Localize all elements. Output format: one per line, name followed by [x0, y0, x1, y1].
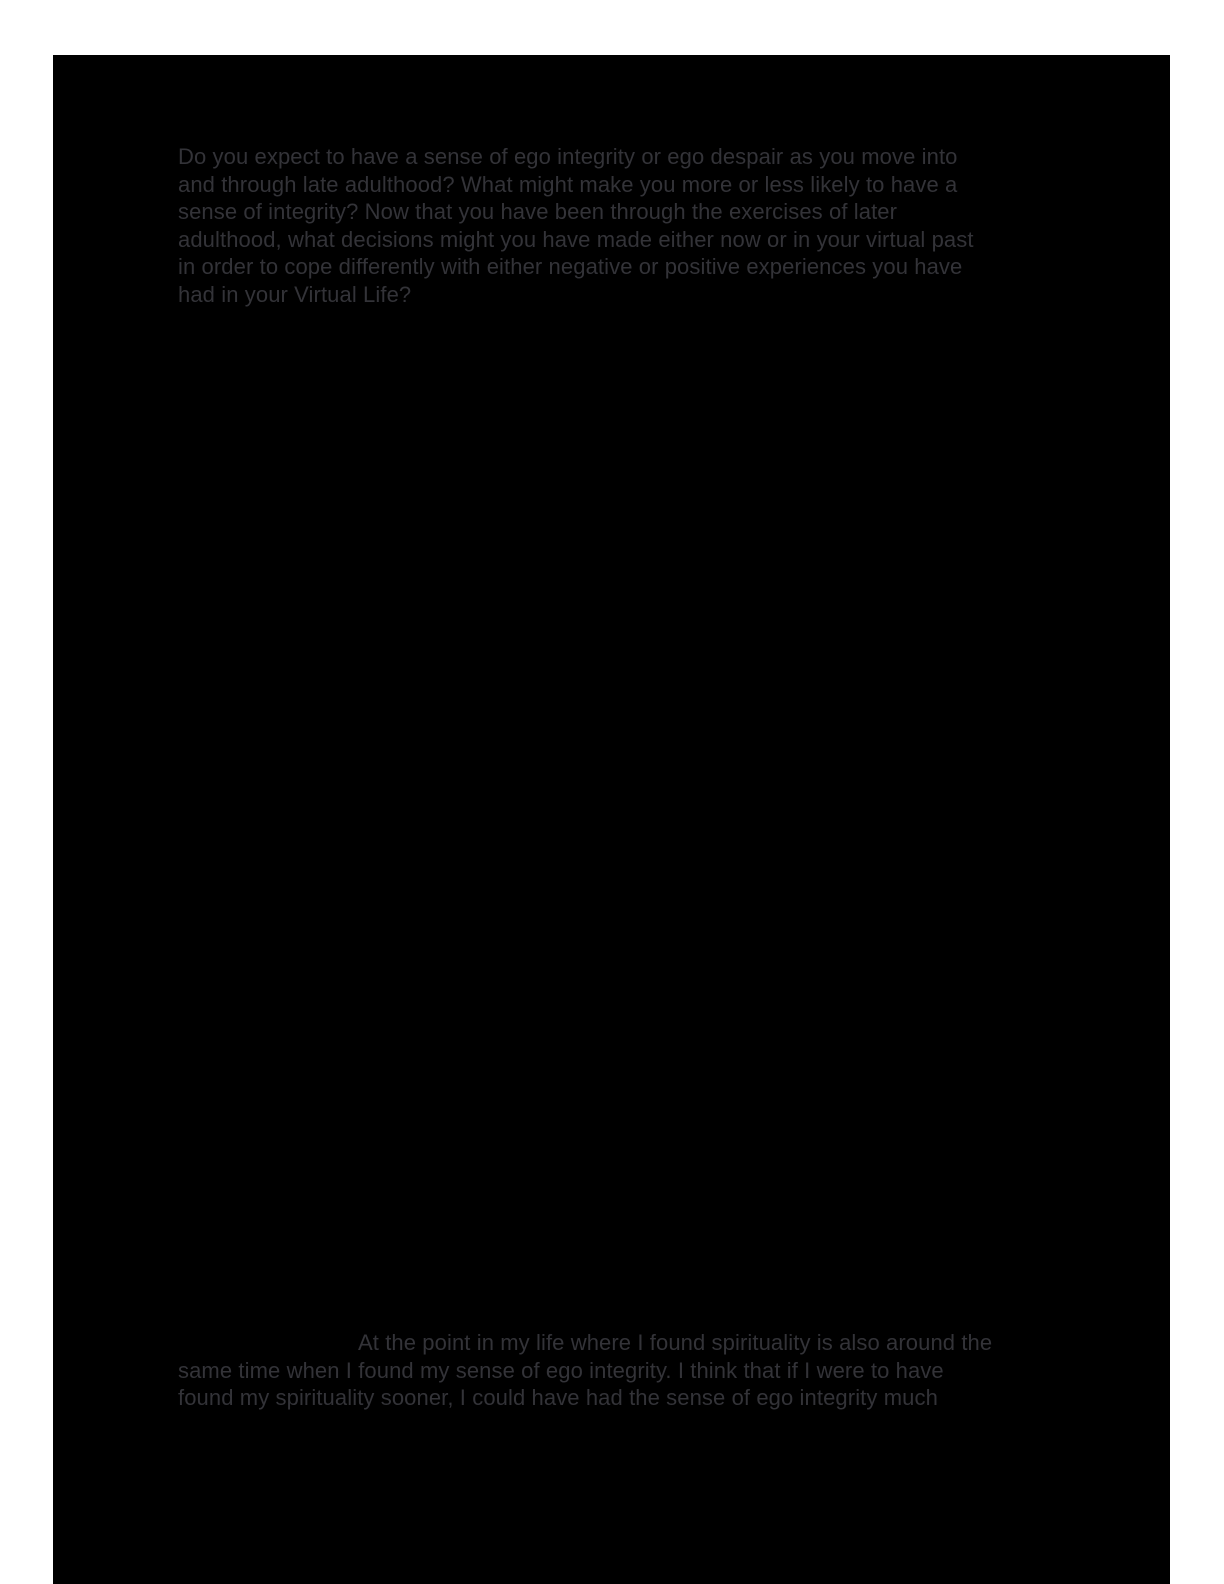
answer-line: At the point in my life where I found spirituality is also around the — [358, 1330, 993, 1355]
answer-line: same time when I found my sense of ego integrity. I think that if I were to have — [178, 1357, 944, 1383]
question-line: sense of integrity? Now that you have been through the exercises of later — [178, 199, 898, 224]
question-line: Do you expect to have a sense of ego integrity or ego despair as you move into — [178, 144, 958, 169]
question-paragraph — [178, 143, 974, 308]
answer-paragraph — [178, 1329, 992, 1412]
answer-line: found my spirituality sooner, I could have had the sense of ego integrity much — [178, 1385, 938, 1410]
question-line: and through late adulthood? What might make you more or less likely to have a — [178, 171, 958, 197]
question-line: had in your Virtual Life? — [178, 281, 412, 307]
page-canvas — [53, 55, 1170, 1584]
question-line: adulthood, what decisions might you have made either now or in your virtual past — [178, 226, 974, 252]
question-line: in order to cope differently with either negative or positive experiences you have — [178, 254, 963, 279]
